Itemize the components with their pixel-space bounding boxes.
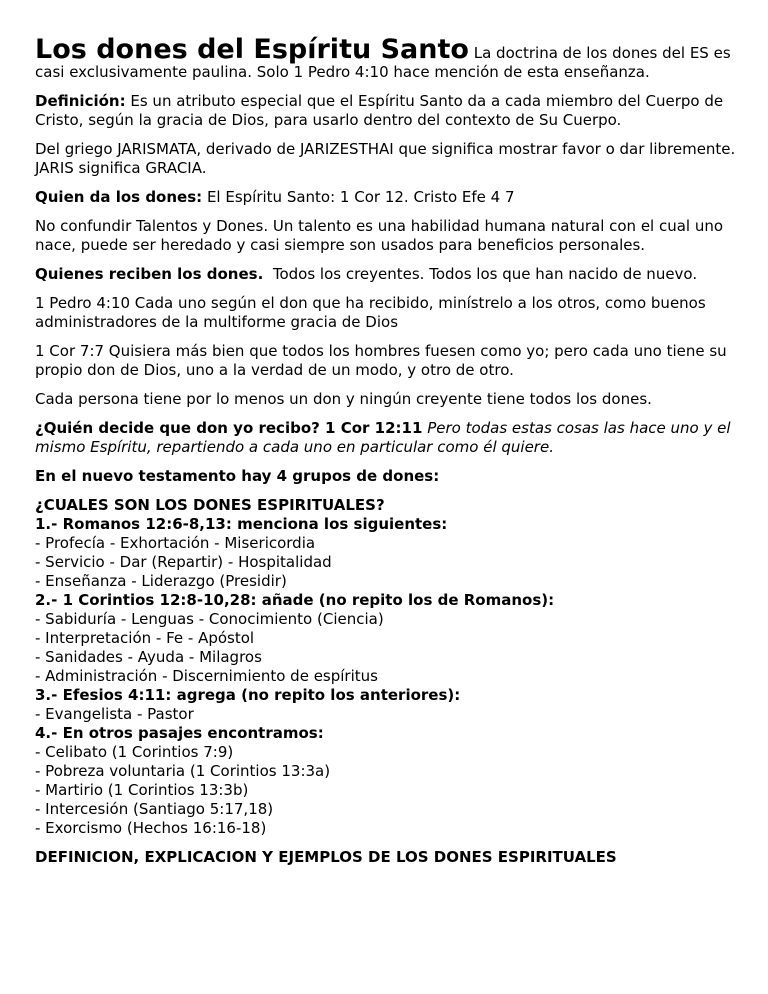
list-item: - Administración - Discernimiento de espíritus bbox=[35, 667, 378, 685]
giver-label: Quien da los dones: bbox=[35, 188, 203, 206]
list-item: - Interpretación - Fe - Apóstol bbox=[35, 629, 255, 647]
groups-heading: En el nuevo testamento hay 4 grupos de dones: bbox=[35, 467, 440, 485]
list-item: - Exorcismo (Hechos 16:16-18) bbox=[35, 819, 267, 837]
every-paragraph: Cada persona tiene por lo menos un don y ningún creyente tiene todos los dones. bbox=[35, 390, 652, 408]
group-4-heading: 4.- En otros pasajes encontramos: bbox=[35, 724, 324, 742]
group-3-heading: 3.- Efesios 4:11: agrega (no repito los anteriores): bbox=[35, 686, 461, 704]
list-item: - Martirio (1 Corintios 13:3b) bbox=[35, 781, 249, 799]
final-heading: DEFINICION, EXPLICACION Y EJEMPLOS DE LOS DONES ESPIRITUALES bbox=[35, 848, 617, 866]
list-item: - Sabiduría - Lenguas - Conocimiento (Ciencia) bbox=[35, 610, 384, 628]
gifts-list bbox=[35, 496, 750, 838]
list-item: - Intercesión (Santiago 5:17,18) bbox=[35, 800, 274, 818]
definition-text: Es un atributo especial que el Espíritu Santo da a cada miembro del Cuerpo de Cristo, según la gracia de Dios, para usarlo dentro del contexto de Su Cuerpo. bbox=[35, 92, 724, 129]
list-item: - Celibato (1 Corintios 7:9) bbox=[35, 743, 234, 761]
receivers-text: Todos los creyentes. Todos los que han nacido de nuevo. bbox=[272, 265, 698, 283]
decides-label: ¿Quién decide que don yo recibo? 1 Cor 12:11 bbox=[35, 419, 423, 437]
group-1-heading: 1.- Romanos 12:6-8,13: menciona los siguientes: bbox=[35, 515, 448, 533]
decides-text: Pero todas estas cosas las hace uno y el mismo Espíritu, repartiendo a cada uno en particular como él quiere. bbox=[35, 419, 731, 456]
receivers-paragraph bbox=[35, 265, 750, 284]
verse-1-cor: 1 Cor 7:7 Quisiera más bien que todos los hombres fuesen como yo; pero cada uno tiene su propio don de Dios, uno a la verdad de un modo, y otro de otro. bbox=[35, 342, 727, 379]
verse-1-pedro: 1 Pedro 4:10 Cada uno según el don que ha recibido, minístrelo a los otros, como buenos administradores de la multiforme gracia de Dios bbox=[35, 294, 706, 331]
list-item: - Servicio - Dar (Repartir) - Hospitalidad bbox=[35, 553, 332, 571]
giver-text: El Espíritu Santo: 1 Cor 12. Cristo Efe 4 7 bbox=[206, 188, 515, 206]
greek-paragraph: Del griego JARISMATA, derivado de JARIZESTHAI que significa mostrar favor o dar libremente. JARIS significa GRACIA. bbox=[35, 140, 736, 177]
title-paragraph bbox=[35, 36, 750, 82]
list-item: - Pobreza voluntaria (1 Corintios 13:3a) bbox=[35, 762, 331, 780]
decides-paragraph bbox=[35, 419, 750, 457]
page-title: Los dones del Espíritu Santo bbox=[35, 34, 469, 65]
talents-paragraph: No confundir Talentos y Dones. Un talento es una habilidad humana natural con el cual uno nace, puede ser heredado y casi siempre son usados para beneficios personales. bbox=[35, 217, 724, 254]
giver-paragraph bbox=[35, 188, 750, 207]
list-item: - Evangelista - Pastor bbox=[35, 705, 194, 723]
group-2-heading: 2.- 1 Corintios 12:8-10,28: añade (no repito los de Romanos): bbox=[35, 591, 555, 609]
which-heading: ¿CUALES SON LOS DONES ESPIRITUALES? bbox=[35, 496, 385, 514]
document-page bbox=[35, 36, 750, 877]
list-item: - Profecía - Exhortación - Misericordia bbox=[35, 534, 316, 552]
list-item: - Sanidades - Ayuda - Milagros bbox=[35, 648, 262, 666]
receivers-label: Quienes reciben los dones. bbox=[35, 265, 264, 283]
definition-label: Definición: bbox=[35, 92, 126, 110]
list-item: - Enseñanza - Liderazgo (Presidir) bbox=[35, 572, 287, 590]
intro-text: La doctrina de los dones del ES es casi exclusivamente paulina. Solo 1 Pedro 4:10 hace mención de esta enseñanza. bbox=[35, 44, 731, 81]
definition-paragraph bbox=[35, 92, 750, 130]
